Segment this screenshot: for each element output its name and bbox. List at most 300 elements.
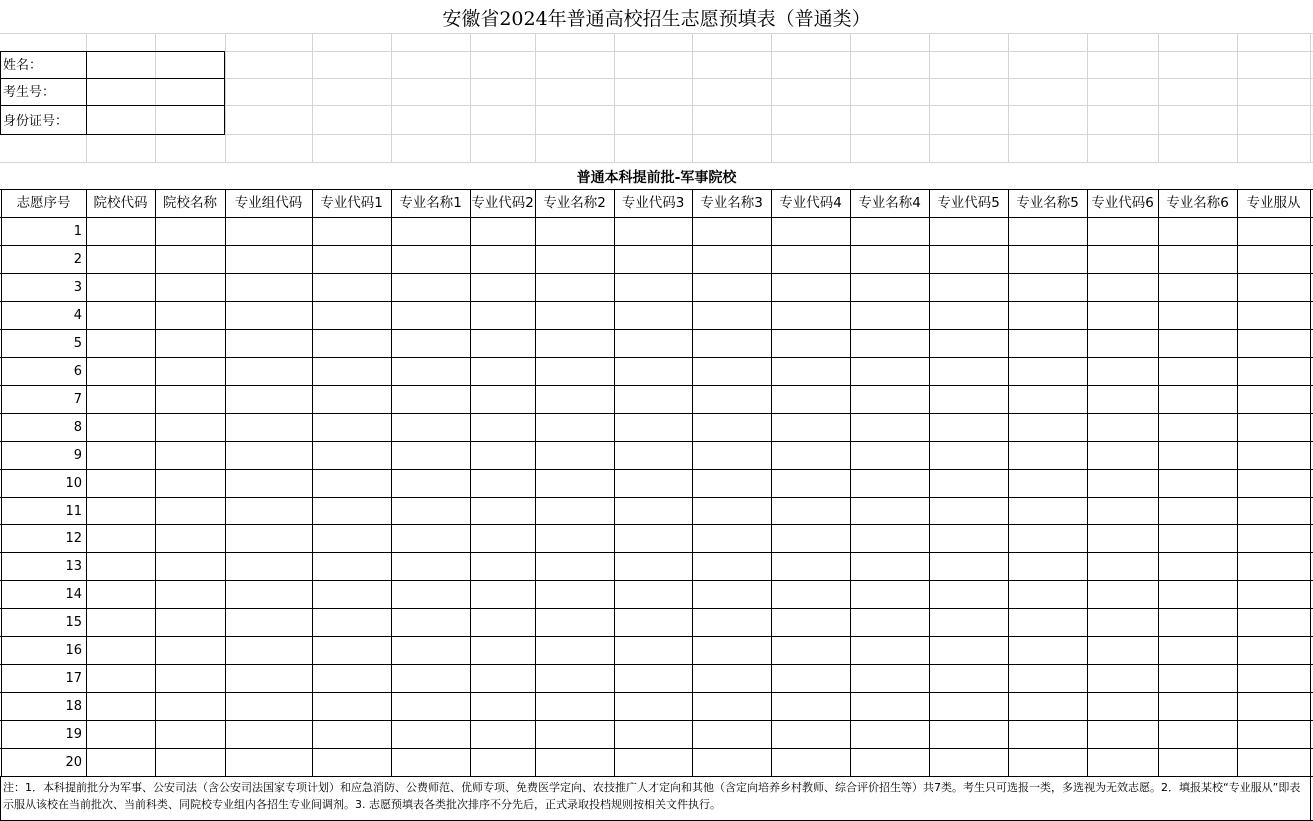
table-input-cell[interactable]: [1159, 694, 1236, 720]
table-input-cell[interactable]: [392, 471, 469, 497]
table-input-cell[interactable]: [615, 526, 691, 552]
table-input-cell[interactable]: [930, 219, 1007, 245]
table-input-cell[interactable]: [1159, 722, 1236, 748]
table-input-cell[interactable]: [1238, 750, 1309, 776]
table-input-cell[interactable]: [87, 750, 154, 776]
table-input-cell[interactable]: [851, 694, 928, 720]
table-input-cell[interactable]: [930, 303, 1007, 329]
table-input-cell[interactable]: [156, 247, 224, 273]
table-input-cell[interactable]: [1159, 303, 1236, 329]
table-input-cell[interactable]: [1009, 415, 1086, 441]
table-input-cell[interactable]: [1159, 666, 1236, 692]
table-input-cell[interactable]: [471, 303, 534, 329]
table-input-cell[interactable]: [156, 219, 224, 245]
table-input-cell[interactable]: [471, 526, 534, 552]
table-input-cell[interactable]: [693, 750, 770, 776]
table-input-cell[interactable]: [392, 666, 469, 692]
table-input-cell[interactable]: [226, 582, 311, 608]
table-input-cell[interactable]: [851, 359, 928, 385]
table-input-cell[interactable]: [156, 526, 224, 552]
table-input-cell[interactable]: [471, 666, 534, 692]
table-input-cell[interactable]: [471, 275, 534, 301]
table-input-cell[interactable]: [1238, 275, 1309, 301]
table-input-cell[interactable]: [536, 666, 613, 692]
table-input-cell[interactable]: [87, 471, 154, 497]
table-input-cell[interactable]: [693, 331, 770, 357]
table-input-cell[interactable]: [772, 247, 849, 273]
table-input-cell[interactable]: [772, 303, 849, 329]
table-input-cell[interactable]: [772, 443, 849, 469]
table-input-cell[interactable]: [851, 471, 928, 497]
table-input-cell[interactable]: [156, 722, 224, 748]
table-input-cell[interactable]: [156, 471, 224, 497]
table-input-cell[interactable]: [772, 471, 849, 497]
table-input-cell[interactable]: [1009, 554, 1086, 580]
table-input-cell[interactable]: [1009, 471, 1086, 497]
table-input-cell[interactable]: [772, 694, 849, 720]
table-input-cell[interactable]: [226, 694, 311, 720]
table-input-cell[interactable]: [87, 303, 154, 329]
table-input-cell[interactable]: [87, 582, 154, 608]
table-input-cell[interactable]: [615, 275, 691, 301]
table-input-cell[interactable]: [1159, 471, 1236, 497]
table-input-cell[interactable]: [392, 722, 469, 748]
table-input-cell[interactable]: [851, 387, 928, 413]
table-input-cell[interactable]: [693, 471, 770, 497]
table-input-cell[interactable]: [1088, 303, 1157, 329]
table-input-cell[interactable]: [156, 303, 224, 329]
table-input-cell[interactable]: [1159, 219, 1236, 245]
table-input-cell[interactable]: [313, 638, 390, 664]
table-input-cell[interactable]: [226, 303, 311, 329]
table-input-cell[interactable]: [226, 387, 311, 413]
table-input-cell[interactable]: [851, 554, 928, 580]
table-input-cell[interactable]: [313, 666, 390, 692]
table-input-cell[interactable]: [471, 750, 534, 776]
table-input-cell[interactable]: [615, 638, 691, 664]
table-input-cell[interactable]: [313, 582, 390, 608]
table-input-cell[interactable]: [392, 638, 469, 664]
table-input-cell[interactable]: [226, 471, 311, 497]
table-input-cell[interactable]: [313, 387, 390, 413]
table-input-cell[interactable]: [1159, 331, 1236, 357]
table-input-cell[interactable]: [392, 331, 469, 357]
table-input-cell[interactable]: [1009, 247, 1086, 273]
table-input-cell[interactable]: [851, 638, 928, 664]
table-input-cell[interactable]: [392, 526, 469, 552]
table-input-cell[interactable]: [930, 387, 1007, 413]
table-input-cell[interactable]: [471, 638, 534, 664]
table-input-cell[interactable]: [615, 247, 691, 273]
table-input-cell[interactable]: [693, 275, 770, 301]
table-input-cell[interactable]: [615, 471, 691, 497]
table-input-cell[interactable]: [1088, 387, 1157, 413]
table-input-cell[interactable]: [1238, 303, 1309, 329]
table-input-cell[interactable]: [536, 750, 613, 776]
table-input-cell[interactable]: [1238, 694, 1309, 720]
table-input-cell[interactable]: [1009, 303, 1086, 329]
table-input-cell[interactable]: [226, 499, 311, 525]
table-input-cell[interactable]: [851, 610, 928, 636]
table-input-cell[interactable]: [313, 415, 390, 441]
table-input-cell[interactable]: [392, 303, 469, 329]
table-input-cell[interactable]: [392, 415, 469, 441]
table-input-cell[interactable]: [313, 499, 390, 525]
table-input-cell[interactable]: [536, 610, 613, 636]
table-input-cell[interactable]: [87, 247, 154, 273]
table-input-cell[interactable]: [1159, 359, 1236, 385]
table-input-cell[interactable]: [930, 331, 1007, 357]
table-input-cell[interactable]: [1009, 499, 1086, 525]
table-input-cell[interactable]: [772, 554, 849, 580]
table-input-cell[interactable]: [693, 443, 770, 469]
table-input-cell[interactable]: [471, 722, 534, 748]
table-input-cell[interactable]: [615, 750, 691, 776]
table-input-cell[interactable]: [87, 554, 154, 580]
table-input-cell[interactable]: [313, 303, 390, 329]
table-input-cell[interactable]: [226, 526, 311, 552]
table-input-cell[interactable]: [772, 610, 849, 636]
table-input-cell[interactable]: [313, 247, 390, 273]
table-input-cell[interactable]: [772, 499, 849, 525]
table-input-cell[interactable]: [615, 610, 691, 636]
table-input-cell[interactable]: [392, 582, 469, 608]
table-input-cell[interactable]: [693, 554, 770, 580]
table-input-cell[interactable]: [1159, 582, 1236, 608]
table-input-cell[interactable]: [693, 303, 770, 329]
table-input-cell[interactable]: [930, 750, 1007, 776]
id-card-input-cell[interactable]: [86, 106, 224, 133]
table-input-cell[interactable]: [1238, 499, 1309, 525]
table-input-cell[interactable]: [156, 359, 224, 385]
table-input-cell[interactable]: [471, 387, 534, 413]
table-input-cell[interactable]: [87, 443, 154, 469]
table-input-cell[interactable]: [536, 331, 613, 357]
table-input-cell[interactable]: [693, 610, 770, 636]
table-input-cell[interactable]: [1088, 275, 1157, 301]
table-input-cell[interactable]: [615, 415, 691, 441]
table-input-cell[interactable]: [851, 499, 928, 525]
table-input-cell[interactable]: [772, 582, 849, 608]
table-input-cell[interactable]: [615, 666, 691, 692]
table-input-cell[interactable]: [156, 331, 224, 357]
table-input-cell[interactable]: [1088, 526, 1157, 552]
table-input-cell[interactable]: [156, 694, 224, 720]
table-input-cell[interactable]: [392, 359, 469, 385]
table-input-cell[interactable]: [1159, 275, 1236, 301]
table-input-cell[interactable]: [392, 443, 469, 469]
table-input-cell[interactable]: [1009, 722, 1086, 748]
table-input-cell[interactable]: [313, 331, 390, 357]
table-input-cell[interactable]: [851, 582, 928, 608]
table-input-cell[interactable]: [536, 471, 613, 497]
table-input-cell[interactable]: [392, 219, 469, 245]
table-input-cell[interactable]: [930, 499, 1007, 525]
table-input-cell[interactable]: [392, 610, 469, 636]
table-input-cell[interactable]: [693, 247, 770, 273]
table-input-cell[interactable]: [536, 499, 613, 525]
table-input-cell[interactable]: [1238, 219, 1309, 245]
table-input-cell[interactable]: [1088, 582, 1157, 608]
table-input-cell[interactable]: [156, 610, 224, 636]
table-input-cell[interactable]: [615, 722, 691, 748]
table-input-cell[interactable]: [536, 415, 613, 441]
table-input-cell[interactable]: [930, 610, 1007, 636]
table-input-cell[interactable]: [1238, 387, 1309, 413]
table-input-cell[interactable]: [693, 694, 770, 720]
table-input-cell[interactable]: [1238, 359, 1309, 385]
table-input-cell[interactable]: [313, 526, 390, 552]
table-input-cell[interactable]: [156, 387, 224, 413]
table-input-cell[interactable]: [1009, 694, 1086, 720]
table-input-cell[interactable]: [693, 526, 770, 552]
table-input-cell[interactable]: [772, 750, 849, 776]
table-input-cell[interactable]: [930, 471, 1007, 497]
table-input-cell[interactable]: [851, 526, 928, 552]
table-input-cell[interactable]: [1159, 499, 1236, 525]
table-input-cell[interactable]: [851, 219, 928, 245]
table-input-cell[interactable]: [930, 443, 1007, 469]
table-input-cell[interactable]: [1159, 387, 1236, 413]
table-input-cell[interactable]: [313, 359, 390, 385]
table-input-cell[interactable]: [536, 722, 613, 748]
table-input-cell[interactable]: [1159, 638, 1236, 664]
table-input-cell[interactable]: [1159, 526, 1236, 552]
table-input-cell[interactable]: [226, 443, 311, 469]
table-input-cell[interactable]: [1159, 443, 1236, 469]
table-input-cell[interactable]: [226, 331, 311, 357]
table-input-cell[interactable]: [693, 387, 770, 413]
table-input-cell[interactable]: [1238, 666, 1309, 692]
table-input-cell[interactable]: [1159, 750, 1236, 776]
table-input-cell[interactable]: [693, 638, 770, 664]
table-input-cell[interactable]: [1238, 247, 1309, 273]
table-input-cell[interactable]: [226, 666, 311, 692]
table-input-cell[interactable]: [471, 694, 534, 720]
table-input-cell[interactable]: [1088, 331, 1157, 357]
table-input-cell[interactable]: [851, 722, 928, 748]
table-input-cell[interactable]: [536, 359, 613, 385]
table-input-cell[interactable]: [851, 666, 928, 692]
table-input-cell[interactable]: [615, 443, 691, 469]
table-input-cell[interactable]: [156, 666, 224, 692]
table-input-cell[interactable]: [536, 638, 613, 664]
table-input-cell[interactable]: [313, 443, 390, 469]
table-input-cell[interactable]: [615, 554, 691, 580]
table-input-cell[interactable]: [392, 694, 469, 720]
table-input-cell[interactable]: [1088, 219, 1157, 245]
table-input-cell[interactable]: [392, 750, 469, 776]
table-input-cell[interactable]: [156, 750, 224, 776]
table-input-cell[interactable]: [615, 331, 691, 357]
table-input-cell[interactable]: [1009, 638, 1086, 664]
table-input-cell[interactable]: [536, 303, 613, 329]
table-input-cell[interactable]: [392, 247, 469, 273]
table-input-cell[interactable]: [313, 610, 390, 636]
table-input-cell[interactable]: [772, 331, 849, 357]
table-input-cell[interactable]: [1238, 526, 1309, 552]
table-input-cell[interactable]: [1238, 722, 1309, 748]
table-input-cell[interactable]: [1159, 415, 1236, 441]
table-input-cell[interactable]: [693, 359, 770, 385]
table-input-cell[interactable]: [1009, 387, 1086, 413]
table-input-cell[interactable]: [156, 415, 224, 441]
table-input-cell[interactable]: [693, 582, 770, 608]
table-input-cell[interactable]: [87, 219, 154, 245]
table-input-cell[interactable]: [156, 638, 224, 664]
table-input-cell[interactable]: [1088, 722, 1157, 748]
table-input-cell[interactable]: [1009, 219, 1086, 245]
table-input-cell[interactable]: [471, 471, 534, 497]
table-input-cell[interactable]: [87, 331, 154, 357]
table-input-cell[interactable]: [156, 275, 224, 301]
table-input-cell[interactable]: [471, 554, 534, 580]
table-input-cell[interactable]: [536, 526, 613, 552]
table-input-cell[interactable]: [226, 359, 311, 385]
table-input-cell[interactable]: [1159, 554, 1236, 580]
table-input-cell[interactable]: [1009, 582, 1086, 608]
table-input-cell[interactable]: [1159, 610, 1236, 636]
table-input-cell[interactable]: [1088, 694, 1157, 720]
table-input-cell[interactable]: [1238, 443, 1309, 469]
table-input-cell[interactable]: [930, 359, 1007, 385]
table-input-cell[interactable]: [471, 582, 534, 608]
table-input-cell[interactable]: [1088, 750, 1157, 776]
table-input-cell[interactable]: [1009, 666, 1086, 692]
table-input-cell[interactable]: [471, 415, 534, 441]
table-input-cell[interactable]: [1088, 638, 1157, 664]
table-input-cell[interactable]: [1238, 471, 1309, 497]
table-input-cell[interactable]: [87, 359, 154, 385]
table-input-cell[interactable]: [615, 694, 691, 720]
table-input-cell[interactable]: [313, 694, 390, 720]
table-input-cell[interactable]: [313, 471, 390, 497]
table-input-cell[interactable]: [536, 247, 613, 273]
table-input-cell[interactable]: [392, 275, 469, 301]
table-input-cell[interactable]: [615, 582, 691, 608]
table-input-cell[interactable]: [930, 275, 1007, 301]
table-input-cell[interactable]: [772, 387, 849, 413]
table-input-cell[interactable]: [615, 219, 691, 245]
table-input-cell[interactable]: [471, 359, 534, 385]
table-input-cell[interactable]: [772, 415, 849, 441]
table-input-cell[interactable]: [226, 219, 311, 245]
table-input-cell[interactable]: [693, 219, 770, 245]
table-input-cell[interactable]: [1009, 359, 1086, 385]
table-input-cell[interactable]: [392, 554, 469, 580]
table-input-cell[interactable]: [851, 415, 928, 441]
table-input-cell[interactable]: [226, 554, 311, 580]
table-input-cell[interactable]: [851, 750, 928, 776]
table-input-cell[interactable]: [156, 443, 224, 469]
table-input-cell[interactable]: [1009, 275, 1086, 301]
table-input-cell[interactable]: [693, 415, 770, 441]
table-input-cell[interactable]: [772, 219, 849, 245]
table-input-cell[interactable]: [1088, 554, 1157, 580]
table-input-cell[interactable]: [156, 582, 224, 608]
table-input-cell[interactable]: [930, 582, 1007, 608]
table-input-cell[interactable]: [87, 499, 154, 525]
table-input-cell[interactable]: [772, 275, 849, 301]
table-input-cell[interactable]: [313, 275, 390, 301]
table-input-cell[interactable]: [226, 750, 311, 776]
table-input-cell[interactable]: [392, 387, 469, 413]
table-input-cell[interactable]: [1238, 638, 1309, 664]
table-input-cell[interactable]: [772, 526, 849, 552]
table-input-cell[interactable]: [930, 638, 1007, 664]
table-input-cell[interactable]: [87, 666, 154, 692]
table-input-cell[interactable]: [226, 610, 311, 636]
table-input-cell[interactable]: [693, 499, 770, 525]
table-input-cell[interactable]: [693, 666, 770, 692]
table-input-cell[interactable]: [536, 387, 613, 413]
table-input-cell[interactable]: [1088, 443, 1157, 469]
table-input-cell[interactable]: [87, 638, 154, 664]
table-input-cell[interactable]: [930, 247, 1007, 273]
table-input-cell[interactable]: [1238, 554, 1309, 580]
table-input-cell[interactable]: [772, 638, 849, 664]
table-input-cell[interactable]: [1088, 666, 1157, 692]
table-input-cell[interactable]: [1088, 471, 1157, 497]
table-input-cell[interactable]: [1009, 750, 1086, 776]
table-input-cell[interactable]: [313, 750, 390, 776]
table-input-cell[interactable]: [930, 722, 1007, 748]
table-input-cell[interactable]: [226, 638, 311, 664]
table-input-cell[interactable]: [772, 722, 849, 748]
table-input-cell[interactable]: [851, 443, 928, 469]
table-input-cell[interactable]: [1009, 526, 1086, 552]
table-input-cell[interactable]: [313, 722, 390, 748]
table-input-cell[interactable]: [772, 666, 849, 692]
table-input-cell[interactable]: [1238, 415, 1309, 441]
table-input-cell[interactable]: [1088, 610, 1157, 636]
table-input-cell[interactable]: [471, 247, 534, 273]
table-input-cell[interactable]: [156, 554, 224, 580]
table-input-cell[interactable]: [1088, 247, 1157, 273]
exam-id-input-cell[interactable]: [86, 79, 224, 104]
table-input-cell[interactable]: [615, 499, 691, 525]
table-input-cell[interactable]: [693, 722, 770, 748]
table-input-cell[interactable]: [930, 526, 1007, 552]
table-input-cell[interactable]: [471, 443, 534, 469]
table-input-cell[interactable]: [1238, 610, 1309, 636]
name-input-cell[interactable]: [86, 52, 224, 77]
table-input-cell[interactable]: [930, 415, 1007, 441]
table-input-cell[interactable]: [313, 219, 390, 245]
table-input-cell[interactable]: [392, 499, 469, 525]
table-input-cell[interactable]: [156, 499, 224, 525]
table-input-cell[interactable]: [471, 610, 534, 636]
table-input-cell[interactable]: [536, 219, 613, 245]
table-input-cell[interactable]: [615, 359, 691, 385]
table-input-cell[interactable]: [87, 610, 154, 636]
table-input-cell[interactable]: [87, 415, 154, 441]
table-input-cell[interactable]: [536, 443, 613, 469]
table-input-cell[interactable]: [851, 247, 928, 273]
table-input-cell[interactable]: [536, 554, 613, 580]
table-input-cell[interactable]: [87, 722, 154, 748]
table-input-cell[interactable]: [226, 247, 311, 273]
table-input-cell[interactable]: [87, 526, 154, 552]
table-input-cell[interactable]: [615, 387, 691, 413]
table-input-cell[interactable]: [87, 387, 154, 413]
table-input-cell[interactable]: [87, 275, 154, 301]
table-input-cell[interactable]: [851, 331, 928, 357]
table-input-cell[interactable]: [1009, 331, 1086, 357]
table-input-cell[interactable]: [1009, 610, 1086, 636]
table-input-cell[interactable]: [87, 694, 154, 720]
table-input-cell[interactable]: [226, 415, 311, 441]
